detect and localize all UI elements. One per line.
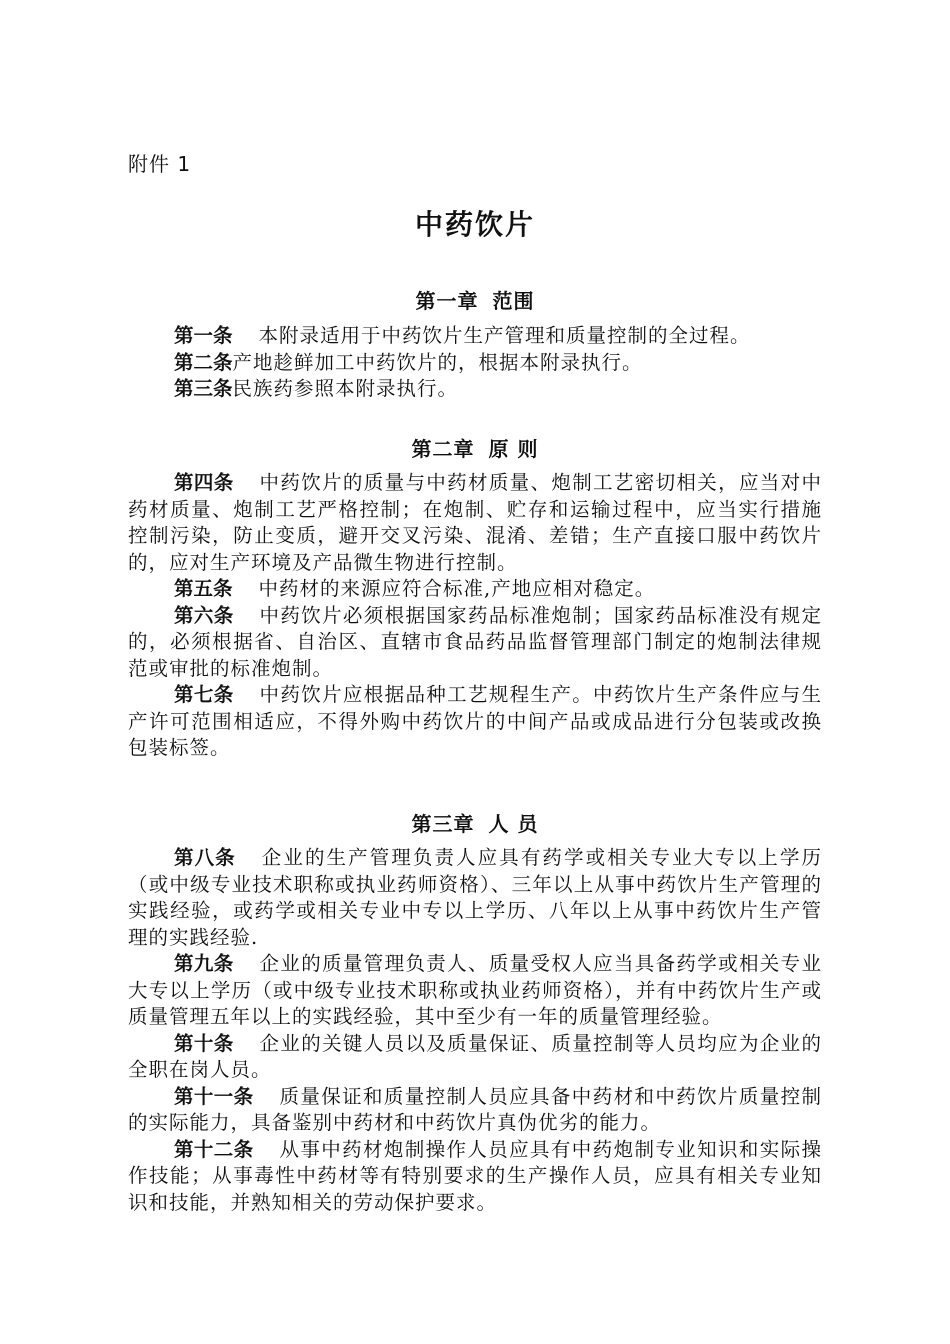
article-text: 中药饮片的质量与中药材质量、炮制工艺密切相关，应当对中药材质量、炮制工艺严格控制；在炮制、贮存和运输过程中，应当实行措施控制污染，防止变质，避开交叉污染、混淆、差错；生产直接口服中药饮片的，应对生产环境及产品微生物进行控制。 [128, 471, 822, 574]
article-label: 第四条 [174, 471, 234, 494]
article [128, 603, 822, 683]
chapter-number: 第二章 [411, 437, 475, 461]
article [128, 323, 822, 350]
article-text: 民族药参照本附录执行。 [232, 377, 459, 400]
article [128, 1084, 822, 1137]
article-label: 第五条 [174, 577, 233, 600]
article [128, 1031, 822, 1084]
chapter-heading-1 [128, 285, 822, 314]
chapter-number: 第一章 [415, 289, 479, 313]
article [128, 845, 822, 951]
article [128, 576, 822, 603]
article-label: 第三条 [174, 377, 233, 400]
article-label: 第一条 [174, 324, 233, 347]
article-label: 第八条 [174, 846, 236, 869]
chapter-name: 范围 [492, 289, 535, 313]
document-page [128, 0, 822, 1344]
chapter-name: 人 员 [488, 812, 539, 836]
article-text: 中药材的来源应符合标准,产地应相对稳定。 [258, 577, 656, 600]
article [128, 350, 822, 377]
article-label: 第七条 [174, 683, 234, 706]
article [128, 1137, 822, 1217]
article-text: 本附录适用于中药饮片生产管理和质量控制的全过程。 [258, 324, 751, 347]
chapter-body-1 [128, 323, 822, 403]
article [128, 376, 822, 403]
article-label: 第六条 [174, 603, 234, 627]
chapter-name: 原 则 [488, 437, 539, 461]
document-title: 中药饮片 [414, 208, 535, 241]
article [128, 951, 822, 1031]
chapter-body-2 [128, 470, 822, 762]
article-label: 第十一条 [174, 1084, 254, 1108]
article-text: 从事中药材炮制操作人员应具有中药炮制专业知识和实际操作技能；从事毒性中药材等有特别要求的生产操作人员，应具有相关专业知识和技能，并熟知相关的劳动保护要求。 [128, 1137, 822, 1214]
article-text: 产地趁鲜加工中药饮片的，根据本附录执行。 [232, 350, 643, 374]
article-label: 第二条 [174, 350, 233, 374]
chapter-heading-3 [128, 808, 822, 837]
article [128, 470, 822, 576]
article-text: 企业的生产管理负责人应具有药学或相关专业大专以上学历（或中级专业技术职称或执业药师资格）、三年以上从事中药饮片生产管理的实践经验，或药学或相关专业中专以上学历、八年以上从事中药饮片生产管理的实践经验. [128, 846, 822, 949]
article-text: 企业的质量管理负责人、质量受权人应当具备药学或相关专业大专以上学历（或中级专业技术职称或执业药师资格），并有中药饮片生产或质量管理五年以上的实践经验，其中至少有一年的质量管理经验。 [128, 952, 822, 1028]
chapter-body-3 [128, 845, 822, 1216]
chapter-heading-2 [128, 433, 822, 462]
article-label: 第十条 [174, 1031, 234, 1055]
article-text: 质量保证和质量控制人员应具备中药材和中药饮片质量控制的实际能力，具备鉴别中药材和中药饮片真伪优劣的能力。 [128, 1084, 822, 1134]
attachment-label: 附件 1 [128, 152, 192, 176]
article-label: 第九条 [174, 952, 234, 975]
article-text: 中药饮片必须根据国家药品标准炮制；国家药品标准没有规定的，必须根据省、自治区、直辖市食品药品监督管理部门制定的炮制法律规范或审批的标准炮制。 [128, 603, 822, 680]
chapter-number: 第三章 [411, 812, 475, 836]
article-text: 中药饮片应根据品种工艺规程生产。中药饮片生产条件应与生产许可范围相适应，不得外购中药饮片的中间产品或成品进行分包装或改换包装标签。 [128, 683, 822, 759]
article-label: 第十二条 [174, 1137, 254, 1161]
article-text: 企业的关键人员以及质量保证、质量控制等人员均应为企业的全职在岗人员。 [128, 1031, 822, 1081]
article [128, 682, 822, 762]
